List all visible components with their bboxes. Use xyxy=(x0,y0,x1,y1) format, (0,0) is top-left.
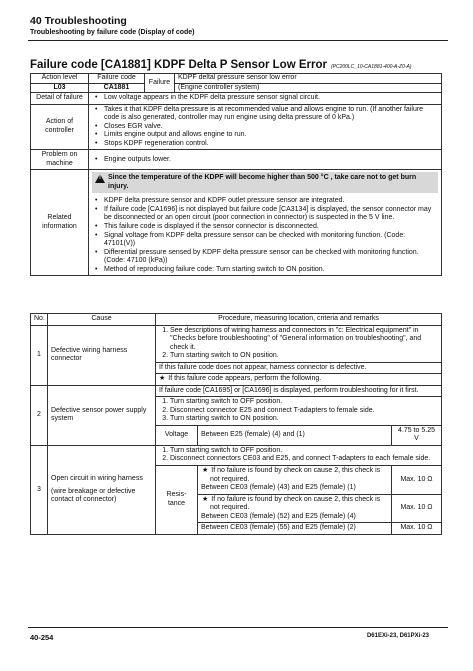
failure-desc-2: (Engine controller system) xyxy=(175,83,442,93)
star-icon: ★ xyxy=(202,466,209,474)
warning-icon xyxy=(95,174,105,183)
action-level-value: L03 xyxy=(31,83,89,93)
col-header-no: No. xyxy=(31,314,48,326)
failure-info-table xyxy=(30,73,442,276)
check-loc-text: Between CE03 (female) (43) and E25 (female) (1) xyxy=(201,484,356,492)
related-item: • Method of reproducing failure code: Turn starting switch to ON position. xyxy=(104,266,438,275)
failure-code-value: CA1881 xyxy=(89,83,145,93)
problem-item: • Engine outputs lower. xyxy=(104,156,438,165)
check-location xyxy=(198,523,392,535)
step-item: 2. Disconnect connectors CE03 and E25, and connect T-adapters to each female side. xyxy=(170,455,438,464)
action-item: • Takes it that KDPF delta pressure is at recommended value and allows engine to run. (If another failure code is also generated, controller may run engine using delta pressure of 0 kPa.) xyxy=(104,106,438,123)
step-item: 2. Disconnect connector E25 and connect T-adapters to female side. xyxy=(170,407,438,416)
related-item: • KDPF delta pressure sensor and KDPF outlet pressure sensor are integrated. xyxy=(104,197,438,206)
section-title: 40 Troubleshooting xyxy=(30,15,127,27)
related-label: Related information xyxy=(31,170,89,276)
row-intro: If failure code [CA1695] or [CA1696] is displayed, perform troubleshooting for it first. xyxy=(156,385,442,397)
step-item: 1. Turn starting switch to OFF position. xyxy=(170,447,438,456)
row-note: If this failure code does not appear, harness connector is defective. xyxy=(156,362,442,374)
check-location xyxy=(198,494,392,523)
cause-sub: (wire breakage or defective contact of connector) xyxy=(51,487,136,504)
check-value: Max. 10 Ω xyxy=(391,494,441,523)
page-number: 40-254 xyxy=(30,633,54,642)
check-loc-text: Between CE03 (female) (55) and E25 (female) (2) xyxy=(201,524,356,532)
header-rule xyxy=(28,40,448,41)
related-item: • This failure code is displayed if the sensor connector is disconnected. xyxy=(104,223,438,232)
row-cause: Defective wiring harness connector xyxy=(48,325,156,385)
model-names: D61EXi-23, D61PXi-23 xyxy=(366,633,429,639)
cause-main: Open circuit in wiring harness xyxy=(51,475,143,482)
detail-item: • Low voltage appears in the KDPF delta pressure sensor signal circuit. xyxy=(104,94,438,103)
related-item: • Differential pressure sensed by KDPF delta pressure sensor can be checked with monitoring function. (Code: 47100 (kPa)) xyxy=(104,249,438,266)
action-item: • Limits engine output and allows engine to run. xyxy=(104,131,438,140)
star-icon: ★ xyxy=(159,375,166,383)
measure-label: Voltage xyxy=(156,425,198,445)
related-item: • Signal voltage from KDPF delta pressure sensor can be checked with monitoring function. (Code: 47101(V)) xyxy=(104,232,438,249)
row-steps xyxy=(156,397,442,426)
measure-value: 4.75 to 5.25 V xyxy=(391,425,441,445)
check-value: Max. 10 Ω xyxy=(391,465,441,494)
warning-text: Since the temperature of the KDPF will become higher than 500 °C , take care not to get burn injury. xyxy=(108,174,417,190)
failure-code-label: Failure code xyxy=(89,74,145,84)
detail-label: Detail of failure xyxy=(31,93,89,105)
procedure-table xyxy=(30,313,442,535)
row-no: 1 xyxy=(31,325,48,385)
step-item: 1. Turn starting switch to OFF position. xyxy=(170,398,438,407)
footer-rule xyxy=(28,627,448,628)
col-header-procedure: Procedure, measuring location, criteria and remarks xyxy=(156,314,442,326)
action-item: • Stops KDPF regeneration control. xyxy=(104,140,438,149)
related-item: • If failure code [CA1696] is not displayed but failure code [CA3134] is displayed, the sensor connector may be disconnected or an open circuit (poor connection in connector) is suspected in the 5 V line. xyxy=(104,206,438,223)
failure-ref: (PC200LC_10-CA1881-400-A-Z0-A) xyxy=(330,64,412,70)
col-header-cause: Cause xyxy=(48,314,156,326)
check-value: Max. 10 Ω xyxy=(391,523,441,535)
check-loc-text: Between CE03 (female) (52) and E25 (female) (4) xyxy=(201,512,356,520)
step-item: 1. See descriptions of wiring harness and connectors in "c: Electrical equipment" in "Checks before troubleshooting" of "General information on troubleshooting", and check it. xyxy=(170,327,438,353)
row-star-note: ★ If this failure code appears, perform the following. xyxy=(156,374,442,386)
problem-content xyxy=(89,150,442,170)
row-no: 3 xyxy=(31,445,48,534)
row-steps xyxy=(156,445,442,465)
related-content xyxy=(89,170,442,276)
row-no: 2 xyxy=(31,385,48,445)
detail-content xyxy=(89,93,442,105)
row-cause xyxy=(48,445,156,534)
problem-label: Problem on machine xyxy=(31,150,89,170)
check-location xyxy=(198,465,392,494)
step-item: 2. Turn starting switch to ON position. xyxy=(170,352,438,361)
section-subtitle: Troubleshooting by failure code (Display of code) xyxy=(30,29,195,36)
star-icon: ★ xyxy=(202,495,209,503)
step-item: 3. Turn starting switch to ON position. xyxy=(170,415,438,424)
failure-desc-1: KDPF deltal pressure sensor low error xyxy=(175,74,442,84)
measure-location: Between E25 (female) (4) and (1) xyxy=(198,425,392,445)
row-cause: Defective sensor power supply system xyxy=(48,385,156,445)
failure-code-title: Failure code [CA1881] KDPF Delta P Sensor Low Error (PC200LC_10-CA1881-400-A-Z0-A) xyxy=(30,59,412,71)
warning-box xyxy=(92,172,438,193)
failure-label: Failure xyxy=(145,74,175,93)
action-label: Action of controller xyxy=(31,104,89,150)
row-steps xyxy=(156,325,442,362)
action-level-label: Action level xyxy=(31,74,89,84)
check-star-note: ★ If no failure is found by check on cause 2, this check is not required. xyxy=(202,466,381,483)
action-content xyxy=(89,104,442,150)
action-item: • Closes EGR valve. xyxy=(104,123,438,132)
check-star-note: ★ If no failure is found by check on cause 2, this check is not required. xyxy=(202,495,381,512)
measure-label: Resis-tance xyxy=(156,465,198,534)
